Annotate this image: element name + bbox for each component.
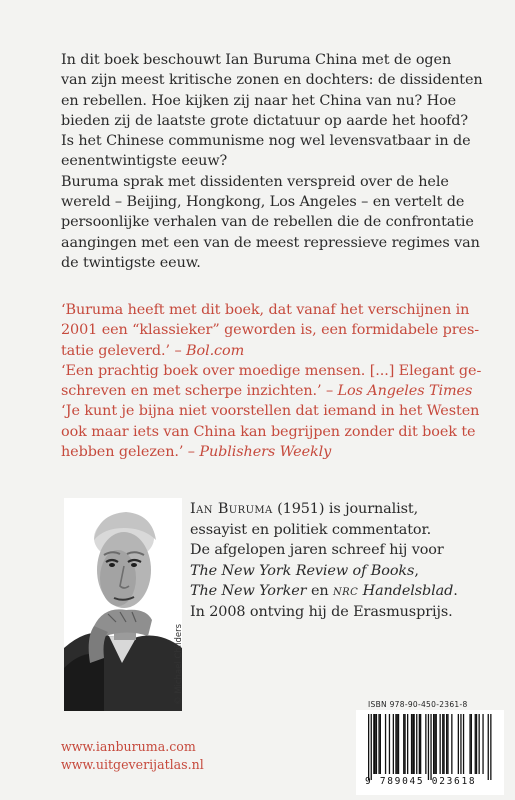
quote-source: Publishers Weekly	[199, 444, 332, 461]
review-quote-2	[61, 361, 501, 402]
author-website-link[interactable]: www.ianburuma.com	[61, 739, 196, 754]
barcode-bar	[411, 714, 412, 774]
blurb-line: Buruma sprak met dissidenten verspreid over de hele	[61, 173, 449, 190]
bio-text: en	[306, 583, 334, 599]
publisher-website-link[interactable]: www.uitgeverijatlas.nl	[61, 757, 204, 772]
barcode-bar	[398, 714, 399, 774]
barcode-bar	[443, 714, 444, 774]
blurb-line: wereld – Beijing, Hongkong, Los Angeles – en vertelt de	[61, 194, 465, 211]
blurb-line: van zijn meest kritische zonen en dochters: de dissidenten	[61, 72, 483, 89]
barcode-bar	[404, 714, 405, 774]
barcode-bar	[412, 714, 413, 774]
blurb-line: In dit boek beschouwt Ian Buruma China met de ogen	[61, 52, 452, 68]
barcode-bar	[434, 714, 435, 774]
blurb-line: bieden zij de laatste grote dictatuur op aarde het hoofd?	[61, 112, 468, 129]
quote-source: Los Angeles Times	[337, 383, 473, 400]
blurb-line: en rebellen. Hoe kijken zij naar het China van nu? Hoe	[61, 92, 457, 109]
barcode-bar	[479, 714, 480, 774]
barcode-bar	[428, 714, 429, 780]
barcode-bar	[425, 714, 426, 774]
author-photo	[64, 498, 182, 711]
barcode-bar	[482, 714, 483, 774]
barcode-bar	[403, 714, 404, 774]
barcode-bar	[440, 714, 441, 774]
barcode-bar	[451, 714, 452, 774]
barcode-bar	[458, 714, 459, 774]
barcode-bar	[471, 714, 472, 774]
bio-line	[190, 581, 510, 602]
barcode-bar	[469, 714, 470, 774]
bio-line	[190, 561, 510, 582]
barcode-bar	[385, 714, 386, 774]
barcode-bar	[389, 714, 390, 774]
barcode-bar	[393, 714, 394, 774]
barcode-bar	[419, 714, 420, 774]
barcode-bar	[436, 714, 437, 774]
bio-line: essayist en politiek commentator.	[190, 521, 432, 538]
publication-title: Handelsblad	[358, 583, 454, 599]
photo-credit: © Michael Childers	[174, 623, 184, 705]
bio-line: De afgelopen jaren schreef hij voor	[190, 542, 444, 558]
quote-line: 2001 een “klassieker” geworden is, een formidabele pres-	[61, 322, 480, 339]
quote-line: ‘Een prachtig boek over moedige mensen. [...] Elegant ge-	[61, 362, 482, 379]
barcode-bar	[395, 714, 396, 774]
barcode-bar	[447, 714, 448, 774]
barcode-bar	[397, 714, 398, 774]
bio-text: (1951) is journalist,	[272, 501, 419, 517]
barcode-bar	[368, 714, 369, 780]
barcode-bar	[490, 714, 491, 780]
barcode-bar	[373, 714, 374, 774]
blurb-line: persoonlijke verhalen van de rebellen die de confrontatie	[61, 214, 474, 231]
author-name: Ian Buruma	[190, 501, 273, 517]
review-quote-1	[61, 300, 501, 361]
quote-source: Bol.com	[186, 342, 245, 359]
blurb-line: de twintigste eeuw.	[61, 254, 201, 271]
barcode-bar	[488, 714, 489, 780]
blurb-paragraph-1	[61, 50, 491, 172]
bio-text: ,	[414, 562, 419, 579]
quote-line: ‘Je kunt je bijna niet voorstellen dat iemand in het Westen	[61, 403, 480, 420]
blurb-paragraph-2	[61, 172, 491, 273]
barcode-bar	[442, 714, 443, 774]
barcode-bar	[476, 714, 477, 774]
bio-line	[190, 499, 510, 520]
bio-line: In 2008 ontving hij de Erasmusprijs.	[190, 603, 453, 620]
barcode-bar	[380, 714, 381, 774]
barcode-bar	[378, 714, 379, 774]
blurb-line: Is het Chinese communisme nog wel levensvatbaar in de	[61, 133, 471, 150]
quote-line: hebben gelezen.’ –	[61, 444, 200, 461]
barcode-bar	[376, 714, 377, 774]
barcode-bar	[463, 714, 464, 774]
publication-title-prefix: nrc	[333, 583, 359, 599]
blurb-line: aangingen met een van de meest repressieve regimes van	[61, 234, 480, 251]
barcode-bar	[416, 714, 417, 774]
barcode-bar	[433, 714, 434, 774]
author-bio	[190, 499, 510, 622]
author-portrait-illustration	[64, 498, 182, 711]
quote-line: schreven en met scherpe inzichten.’ –	[61, 383, 338, 400]
back-cover-blurb	[61, 50, 491, 273]
review-quotes	[61, 300, 501, 462]
blurb-line: eenentwintigste eeuw?	[61, 153, 228, 170]
barcode-bar	[407, 714, 408, 774]
barcode-bar	[414, 714, 415, 774]
publication-title: The New Yorker	[190, 583, 307, 599]
publication-title: The New York Review of Books	[190, 562, 415, 579]
quote-line: ‘Buruma heeft met dit boek, dat vanaf het verschijnen in	[61, 302, 470, 318]
barcode-bar	[420, 714, 421, 774]
isbn-label: ISBN 978-90-450-2361-8	[368, 700, 468, 709]
quote-line: tatie geleverd.’ –	[61, 342, 187, 359]
website-links	[61, 738, 204, 774]
barcode-bar	[446, 714, 447, 774]
barcode-number: 9 789045 023618	[365, 776, 477, 787]
barcode-bar	[460, 714, 461, 774]
bio-text: .	[453, 583, 458, 599]
barcode-bar	[375, 714, 376, 774]
review-quote-3	[61, 401, 501, 462]
quote-line: ook maar iets van China kan begrijpen zonder dit boek te	[61, 423, 476, 440]
barcode-bar	[371, 714, 372, 780]
barcode-bar	[430, 714, 431, 780]
barcode-bar	[475, 714, 476, 774]
